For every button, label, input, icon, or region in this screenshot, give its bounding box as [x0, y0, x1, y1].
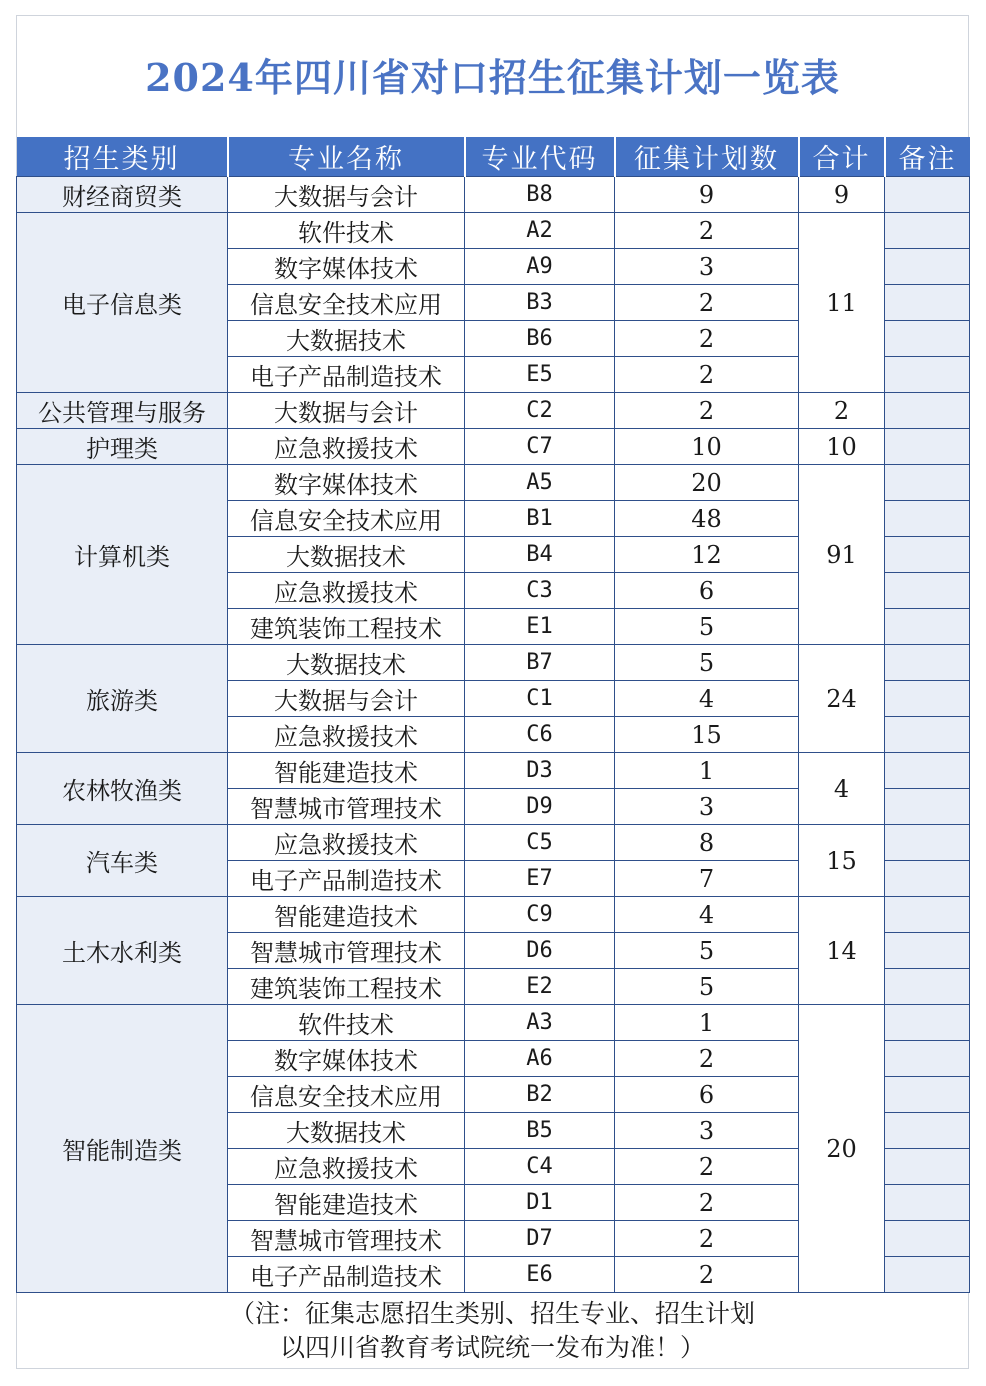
- plan-count-cell: 1: [615, 1005, 799, 1041]
- major-name-cell: 信息安全技术应用: [228, 501, 465, 537]
- major-code-cell: D3: [465, 753, 615, 789]
- plan-count-cell: 2: [615, 1257, 799, 1293]
- major-code-cell: B5: [465, 1113, 615, 1149]
- major-code-cell: E6: [465, 1257, 615, 1293]
- major-name-cell: 智慧城市管理技术: [228, 789, 465, 825]
- header-plan-count: 征集计划数: [615, 137, 799, 177]
- plan-count-cell: 15: [615, 717, 799, 753]
- plan-count-cell: 3: [615, 249, 799, 285]
- major-code-cell: C1: [465, 681, 615, 717]
- page-title: 2024年四川省对口招生征集计划一览表: [145, 55, 840, 100]
- remarks-cell: [885, 1185, 970, 1221]
- table-row: [17, 825, 970, 861]
- category-cell: 汽车类: [17, 825, 228, 897]
- major-name-cell: 应急救援技术: [228, 717, 465, 753]
- table-header-row: [17, 137, 970, 177]
- total-cell: 10: [799, 429, 885, 465]
- major-name-cell: 建筑装饰工程技术: [228, 969, 465, 1005]
- major-code-cell: B6: [465, 321, 615, 357]
- plan-count-cell: 2: [615, 1221, 799, 1257]
- remarks-cell: [885, 177, 970, 213]
- remarks-cell: [885, 609, 970, 645]
- remarks-cell: [885, 249, 970, 285]
- major-name-cell: 应急救援技术: [228, 1149, 465, 1185]
- major-name-cell: 应急救援技术: [228, 429, 465, 465]
- enrollment-plan-table: [16, 137, 970, 1293]
- major-code-cell: D6: [465, 933, 615, 969]
- plan-count-cell: 2: [615, 321, 799, 357]
- footnote-line: （注：征集志愿招生类别、招生专业、招生计划: [229, 1299, 755, 1328]
- major-code-cell: A5: [465, 465, 615, 501]
- plan-count-cell: 4: [615, 897, 799, 933]
- major-code-cell: D1: [465, 1185, 615, 1221]
- remarks-cell: [885, 321, 970, 357]
- category-cell: 智能制造类: [17, 1005, 228, 1293]
- plan-count-cell: 8: [615, 825, 799, 861]
- remarks-cell: [885, 1257, 970, 1293]
- category-cell: 公共管理与服务: [17, 393, 228, 429]
- table-row: [17, 645, 970, 681]
- remarks-cell: [885, 285, 970, 321]
- major-name-cell: 大数据技术: [228, 321, 465, 357]
- plan-count-cell: 3: [615, 1113, 799, 1149]
- plan-count-cell: 7: [615, 861, 799, 897]
- remarks-cell: [885, 681, 970, 717]
- major-code-cell: C7: [465, 429, 615, 465]
- footnote-line: 以四川省教育考试院统一发布为准！）: [279, 1333, 705, 1362]
- major-code-cell: B8: [465, 177, 615, 213]
- table-row: [17, 213, 970, 249]
- major-name-cell: 软件技术: [228, 213, 465, 249]
- major-name-cell: 大数据技术: [228, 645, 465, 681]
- major-name-cell: 智慧城市管理技术: [228, 1221, 465, 1257]
- header-major-name: 专业名称: [228, 137, 465, 177]
- remarks-cell: [885, 969, 970, 1005]
- plan-count-cell: 3: [615, 789, 799, 825]
- remarks-cell: [885, 1221, 970, 1257]
- remarks-cell: [885, 897, 970, 933]
- total-cell: 4: [799, 753, 885, 825]
- remarks-cell: [885, 645, 970, 681]
- major-name-cell: 建筑装饰工程技术: [228, 609, 465, 645]
- remarks-cell: [885, 789, 970, 825]
- header-major-code: 专业代码: [465, 137, 615, 177]
- header-total: 合计: [799, 137, 885, 177]
- plan-count-cell: 2: [615, 1149, 799, 1185]
- category-cell: 农林牧渔类: [17, 753, 228, 825]
- major-name-cell: 电子产品制造技术: [228, 1257, 465, 1293]
- category-cell: 计算机类: [17, 465, 228, 645]
- major-code-cell: A2: [465, 213, 615, 249]
- major-code-cell: C2: [465, 393, 615, 429]
- major-code-cell: A6: [465, 1041, 615, 1077]
- table-row: [17, 753, 970, 789]
- major-name-cell: 大数据技术: [228, 1113, 465, 1149]
- category-cell: 旅游类: [17, 645, 228, 753]
- major-code-cell: B3: [465, 285, 615, 321]
- major-name-cell: 智能建造技术: [228, 1185, 465, 1221]
- major-name-cell: 软件技术: [228, 1005, 465, 1041]
- major-name-cell: 应急救援技术: [228, 573, 465, 609]
- plan-count-cell: 2: [615, 213, 799, 249]
- plan-count-cell: 5: [615, 645, 799, 681]
- plan-count-cell: 4: [615, 681, 799, 717]
- major-code-cell: C6: [465, 717, 615, 753]
- table-row: [17, 393, 970, 429]
- total-cell: 9: [799, 177, 885, 213]
- major-name-cell: 电子产品制造技术: [228, 861, 465, 897]
- total-cell: 2: [799, 393, 885, 429]
- remarks-cell: [885, 1149, 970, 1185]
- remarks-cell: [885, 1113, 970, 1149]
- remarks-cell: [885, 1041, 970, 1077]
- table-row: [17, 177, 970, 213]
- major-name-cell: 电子产品制造技术: [228, 357, 465, 393]
- plan-count-cell: 5: [615, 933, 799, 969]
- plan-count-cell: 48: [615, 501, 799, 537]
- major-code-cell: B4: [465, 537, 615, 573]
- total-cell: 15: [799, 825, 885, 897]
- total-cell: 24: [799, 645, 885, 753]
- major-code-cell: C4: [465, 1149, 615, 1185]
- plan-count-cell: 2: [615, 393, 799, 429]
- plan-count-cell: 12: [615, 537, 799, 573]
- major-name-cell: 智能建造技术: [228, 753, 465, 789]
- remarks-cell: [885, 213, 970, 249]
- category-cell: 财经商贸类: [17, 177, 228, 213]
- total-cell: 20: [799, 1005, 885, 1293]
- plan-count-cell: 2: [615, 1185, 799, 1221]
- major-name-cell: 大数据与会计: [228, 393, 465, 429]
- major-code-cell: B7: [465, 645, 615, 681]
- plan-count-cell: 1: [615, 753, 799, 789]
- category-cell: 电子信息类: [17, 213, 228, 393]
- major-name-cell: 智慧城市管理技术: [228, 933, 465, 969]
- plan-count-cell: 2: [615, 357, 799, 393]
- plan-count-cell: 9: [615, 177, 799, 213]
- total-cell: 14: [799, 897, 885, 1005]
- plan-count-cell: 2: [615, 1041, 799, 1077]
- major-code-cell: B2: [465, 1077, 615, 1113]
- remarks-cell: [885, 933, 970, 969]
- major-code-cell: D7: [465, 1221, 615, 1257]
- category-cell: 土木水利类: [17, 897, 228, 1005]
- remarks-cell: [885, 861, 970, 897]
- major-name-cell: 大数据与会计: [228, 177, 465, 213]
- major-code-cell: E1: [465, 609, 615, 645]
- remarks-cell: [885, 429, 970, 465]
- remarks-cell: [885, 825, 970, 861]
- major-name-cell: 信息安全技术应用: [228, 1077, 465, 1113]
- major-name-cell: 大数据与会计: [228, 681, 465, 717]
- table-row: [17, 897, 970, 933]
- major-name-cell: 信息安全技术应用: [228, 285, 465, 321]
- plan-count-cell: 5: [615, 969, 799, 1005]
- table-row: [17, 429, 970, 465]
- major-code-cell: E5: [465, 357, 615, 393]
- remarks-cell: [885, 393, 970, 429]
- header-remarks: 备注: [885, 137, 970, 177]
- major-name-cell: 智能建造技术: [228, 897, 465, 933]
- major-code-cell: A9: [465, 249, 615, 285]
- table-row: [17, 465, 970, 501]
- plan-count-cell: 10: [615, 429, 799, 465]
- remarks-cell: [885, 501, 970, 537]
- major-code-cell: B1: [465, 501, 615, 537]
- remarks-cell: [885, 717, 970, 753]
- major-code-cell: A3: [465, 1005, 615, 1041]
- table-body: [17, 177, 970, 1293]
- remarks-cell: [885, 573, 970, 609]
- major-name-cell: 数字媒体技术: [228, 465, 465, 501]
- major-code-cell: C5: [465, 825, 615, 861]
- plan-count-cell: 6: [615, 1077, 799, 1113]
- major-name-cell: 大数据技术: [228, 537, 465, 573]
- major-code-cell: C9: [465, 897, 615, 933]
- remarks-cell: [885, 537, 970, 573]
- remarks-cell: [885, 753, 970, 789]
- major-code-cell: E7: [465, 861, 615, 897]
- remarks-cell: [885, 1005, 970, 1041]
- table-row: [17, 1005, 970, 1041]
- remarks-cell: [885, 465, 970, 501]
- category-cell: 护理类: [17, 429, 228, 465]
- plan-count-cell: 20: [615, 465, 799, 501]
- footnote: [16, 1297, 969, 1365]
- major-code-cell: E2: [465, 969, 615, 1005]
- major-name-cell: 数字媒体技术: [228, 249, 465, 285]
- total-cell: 11: [799, 213, 885, 393]
- header-category: 招生类别: [17, 137, 228, 177]
- major-code-cell: C3: [465, 573, 615, 609]
- major-code-cell: D9: [465, 789, 615, 825]
- major-name-cell: 应急救援技术: [228, 825, 465, 861]
- plan-count-cell: 5: [615, 609, 799, 645]
- remarks-cell: [885, 1077, 970, 1113]
- plan-count-cell: 6: [615, 573, 799, 609]
- remarks-cell: [885, 357, 970, 393]
- plan-count-cell: 2: [615, 285, 799, 321]
- total-cell: 91: [799, 465, 885, 645]
- major-name-cell: 数字媒体技术: [228, 1041, 465, 1077]
